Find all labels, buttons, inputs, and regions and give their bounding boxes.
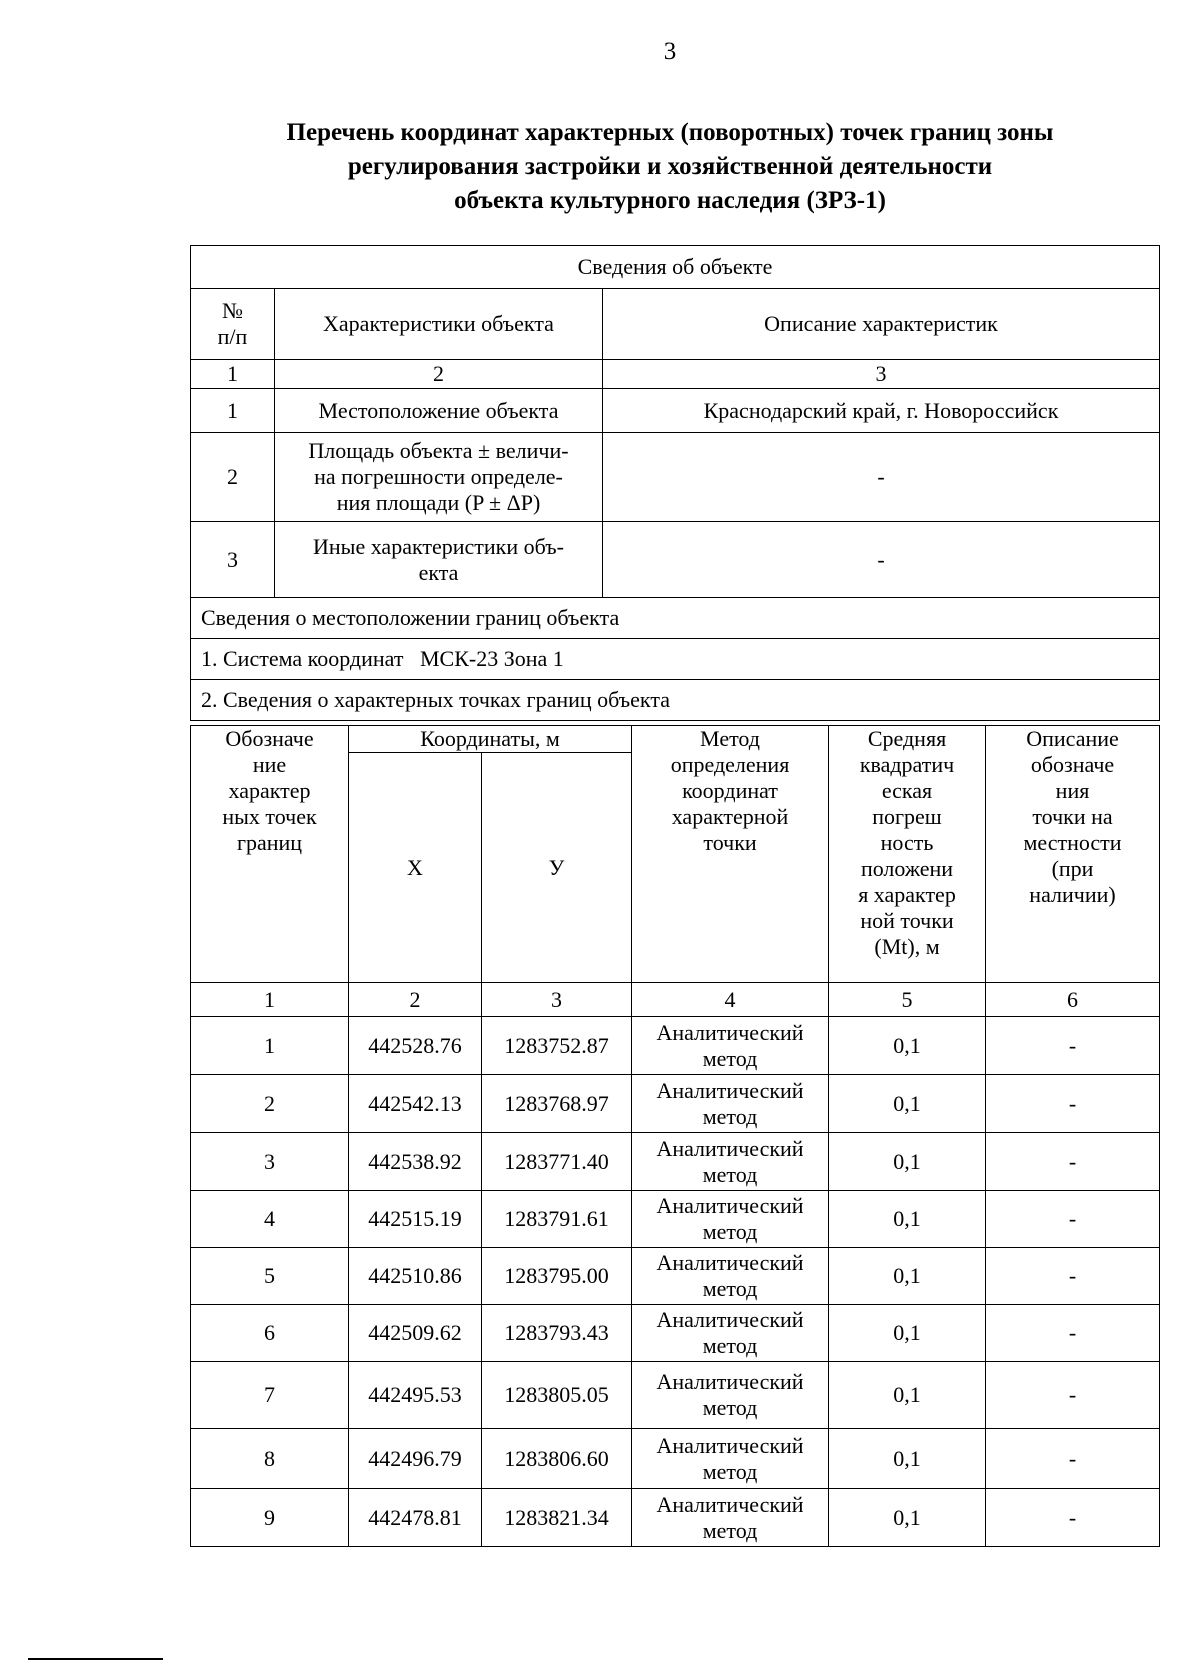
error-cell: 0,1 xyxy=(829,1017,986,1075)
description-cell: - xyxy=(986,1489,1160,1547)
col-number: 3 xyxy=(603,360,1160,389)
description-cell: - xyxy=(986,1305,1160,1362)
description-cell: - xyxy=(986,1017,1160,1075)
section-header-points: 2. Сведения о характерных точках границ объекта xyxy=(191,680,1160,721)
error-cell: 0,1 xyxy=(829,1191,986,1248)
table-row xyxy=(191,1191,1160,1248)
description-cell: - xyxy=(986,1248,1160,1305)
error-cell: 0,1 xyxy=(829,1305,986,1362)
header-designation: Обозначе ние характер ных точек границ xyxy=(191,726,349,983)
table-row xyxy=(191,1429,1160,1489)
method-cell: Аналитический метод xyxy=(632,1489,829,1547)
table-row xyxy=(191,1362,1160,1429)
error-cell: 0,1 xyxy=(829,1133,986,1191)
table-row xyxy=(191,389,1160,433)
header-y: У xyxy=(482,753,632,983)
coord-y-cell: 1283768.97 xyxy=(482,1075,632,1133)
document-title xyxy=(190,116,1150,218)
col-number: 4 xyxy=(632,983,829,1017)
coord-x-cell: 442515.19 xyxy=(349,1191,482,1248)
error-cell: 0,1 xyxy=(829,1489,986,1547)
boundary-points-table xyxy=(190,725,1160,1547)
points-body xyxy=(191,1017,1160,1547)
coord-x-cell: 442509.62 xyxy=(349,1305,482,1362)
error-cell: 0,1 xyxy=(829,1362,986,1429)
point-id-cell: 4 xyxy=(191,1191,349,1248)
column-number-row xyxy=(191,360,1160,389)
col-number: 3 xyxy=(482,983,632,1017)
method-cell: Аналитический метод xyxy=(632,1429,829,1489)
title-line-3: объекта культурного наследия (ЗРЗ-1) xyxy=(454,187,886,214)
point-id-cell: 3 xyxy=(191,1133,349,1191)
section-header-object: Сведения об объекте xyxy=(191,246,1160,289)
col-number: 1 xyxy=(191,360,275,389)
coord-y-cell: 1283793.43 xyxy=(482,1305,632,1362)
table-row xyxy=(191,433,1160,522)
header-description: Описание обозначе ния точки на местности (при наличии) xyxy=(986,726,1160,983)
header-error: Средняя квадратич еская погреш ность положени я характер ной точки (Mt), м xyxy=(829,726,986,983)
table-row xyxy=(191,1489,1160,1547)
page-number: 3 xyxy=(663,38,677,65)
table-row xyxy=(191,1133,1160,1191)
table-header-row xyxy=(191,289,1160,360)
point-id-cell: 2 xyxy=(191,1075,349,1133)
table-row xyxy=(191,680,1160,721)
error-cell: 0,1 xyxy=(829,1248,986,1305)
col-number: 5 xyxy=(829,983,986,1017)
coord-x-cell: 442528.76 xyxy=(349,1017,482,1075)
section-header-location: Сведения о местоположении границ объекта xyxy=(191,598,1160,639)
table-row xyxy=(191,1075,1160,1133)
table-cell: Иные характеристики объ- екта xyxy=(275,522,603,598)
table-cell: 2 xyxy=(191,433,275,522)
header-x: X xyxy=(349,753,482,983)
table-cell: Краснодарский край, г. Новороссийск xyxy=(603,389,1160,433)
coord-y-cell: 1283795.00 xyxy=(482,1248,632,1305)
coord-x-cell: 442538.92 xyxy=(349,1133,482,1191)
table-row xyxy=(191,639,1160,680)
method-cell: Аналитический метод xyxy=(632,1133,829,1191)
title-line-1: Перечень координат характерных (поворотных) точек границ зоны xyxy=(286,119,1054,146)
title-line-2: регулирования застройки и хозяйственной деятельности xyxy=(347,153,993,180)
coord-y-cell: 1283791.61 xyxy=(482,1191,632,1248)
col-number: 1 xyxy=(191,983,349,1017)
table-row xyxy=(191,1248,1160,1305)
coord-y-cell: 1283805.05 xyxy=(482,1362,632,1429)
method-cell: Аналитический метод xyxy=(632,1191,829,1248)
point-id-cell: 6 xyxy=(191,1305,349,1362)
description-cell: - xyxy=(986,1429,1160,1489)
point-id-cell: 7 xyxy=(191,1362,349,1429)
header-coordinates: Координаты, м xyxy=(349,726,632,753)
method-cell: Аналитический метод xyxy=(632,1017,829,1075)
table-row xyxy=(191,598,1160,639)
col-number: 6 xyxy=(986,983,1160,1017)
coord-x-cell: 442495.53 xyxy=(349,1362,482,1429)
method-cell: Аналитический метод xyxy=(632,1248,829,1305)
table-cell: - xyxy=(603,433,1160,522)
coord-x-cell: 442496.79 xyxy=(349,1429,482,1489)
table-cell: Площадь объекта ± величи- на погрешности определе- ния площади (P ± ΔP) xyxy=(275,433,603,522)
error-cell: 0,1 xyxy=(829,1429,986,1489)
description-cell: - xyxy=(986,1362,1160,1429)
point-id-cell: 9 xyxy=(191,1489,349,1547)
description-cell: - xyxy=(986,1133,1160,1191)
table-row xyxy=(191,1305,1160,1362)
coordinate-system: 1. Система координат МСК-23 Зона 1 xyxy=(191,639,1160,680)
header-number: № п/п xyxy=(191,289,275,360)
object-info-table xyxy=(190,245,1160,721)
method-cell: Аналитический метод xyxy=(632,1075,829,1133)
table-row xyxy=(191,1017,1160,1075)
footer-divider xyxy=(28,1658,163,1660)
point-id-cell: 8 xyxy=(191,1429,349,1489)
coord-y-cell: 1283752.87 xyxy=(482,1017,632,1075)
table-cell: Местоположение объекта xyxy=(275,389,603,433)
error-cell: 0,1 xyxy=(829,1075,986,1133)
coord-y-cell: 1283806.60 xyxy=(482,1429,632,1489)
coord-x-cell: 442478.81 xyxy=(349,1489,482,1547)
column-number-row xyxy=(191,983,1160,1017)
method-cell: Аналитический метод xyxy=(632,1362,829,1429)
table-cell: - xyxy=(603,522,1160,598)
table-header-row xyxy=(191,726,1160,753)
description-cell: - xyxy=(986,1075,1160,1133)
description-cell: - xyxy=(986,1191,1160,1248)
table-row xyxy=(191,246,1160,289)
coord-y-cell: 1283771.40 xyxy=(482,1133,632,1191)
point-id-cell: 1 xyxy=(191,1017,349,1075)
header-characteristics: Характеристики объекта xyxy=(275,289,603,360)
col-number: 2 xyxy=(275,360,603,389)
point-id-cell: 5 xyxy=(191,1248,349,1305)
table-cell: 1 xyxy=(191,389,275,433)
table-row xyxy=(191,522,1160,598)
col-number: 2 xyxy=(349,983,482,1017)
coord-x-cell: 442510.86 xyxy=(349,1248,482,1305)
coord-y-cell: 1283821.34 xyxy=(482,1489,632,1547)
coord-x-cell: 442542.13 xyxy=(349,1075,482,1133)
method-cell: Аналитический метод xyxy=(632,1305,829,1362)
header-method: Метод определения координат характерной точки xyxy=(632,726,829,983)
header-description: Описание характеристик xyxy=(603,289,1160,360)
table-cell: 3 xyxy=(191,522,275,598)
